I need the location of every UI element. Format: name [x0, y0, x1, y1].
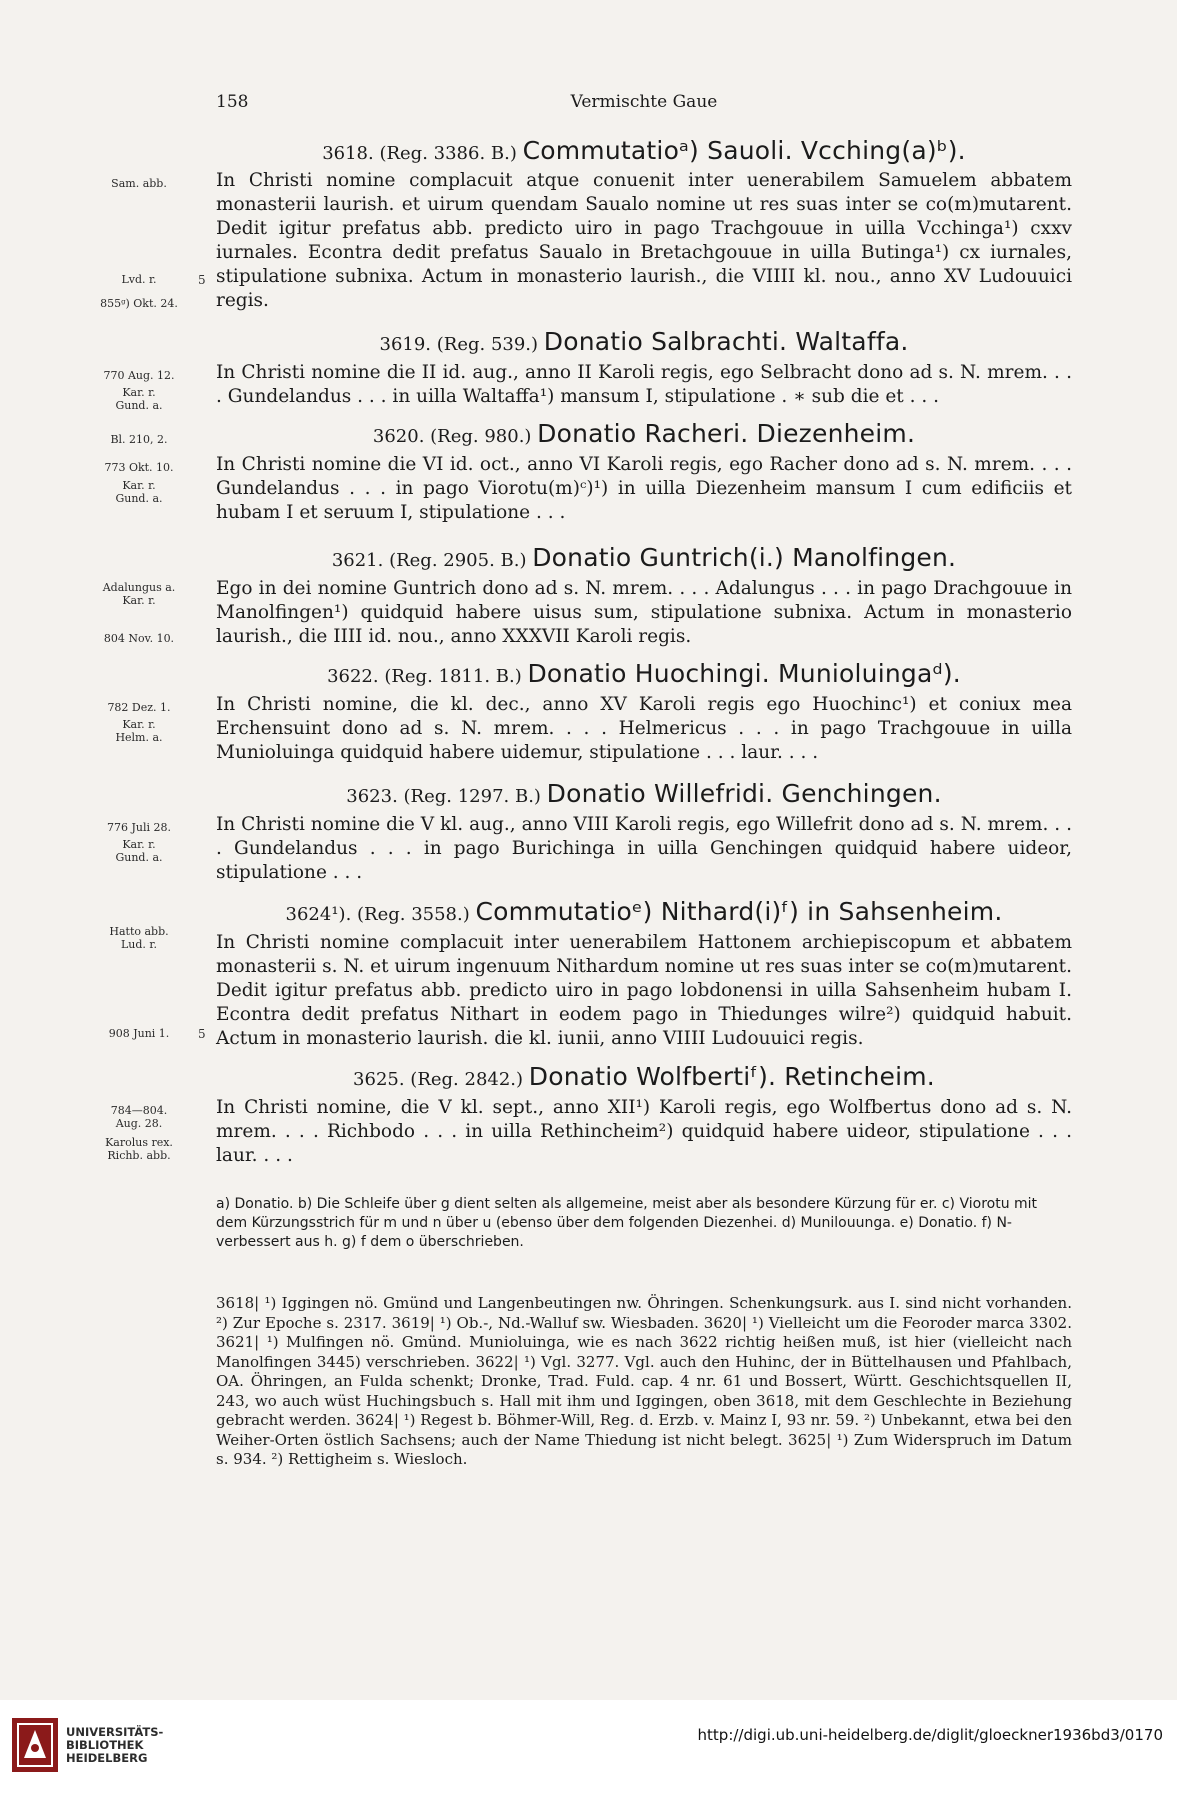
entry-text: [216, 931, 1072, 1051]
entry-heading: Donatio Guntrich(i.) Manolfingen.: [532, 543, 957, 572]
entry-text: [216, 1096, 1072, 1168]
line-number: 5: [198, 1027, 206, 1041]
entry-reg: 3620. (Reg. 980.): [372, 426, 532, 447]
margin-note: 855ᵍ) Okt. 24.: [100, 297, 178, 310]
entry-heading: Donatio Willefridi. Genchingen.: [546, 779, 942, 808]
entry-text: [216, 577, 1072, 649]
line-number: 5: [198, 273, 206, 287]
entry-text: [216, 813, 1072, 885]
margin-note: 782 Dez. 1.: [107, 701, 171, 714]
entry-title: [216, 1062, 1072, 1091]
margin-note: 804 Nov. 10.: [103, 632, 175, 645]
margin-note: Karolus rex. Richb. abb.: [105, 1136, 173, 1162]
entry-paragraph: In Christi nomine die VI id. oct., anno VI Karoli regis, ego Racher dono ad s. N. mrem. . . . Gundelandus . . . in pago Viorotu(m)ᶜ)¹) in uilla Diezenheim mansum I cum edificiis et hubam I et seruum I, stipulatione . . .: [216, 454, 1072, 523]
entry-text: [216, 453, 1072, 525]
entry-paragraph: Ego in dei nomine Guntrich dono ad s. N. mrem. . . . Adalungus . . . in pago Drachgouue in Manolfingen¹) quidquid habere uisus sum, stipulatione subnixa. Actum in monasterio laurish., die IIII id. nou., anno XXXVII Karoli regis.: [216, 578, 1072, 647]
entry-title: [216, 897, 1072, 926]
entry-title: [216, 659, 1072, 688]
margin-note: 784—804. Aug. 28.: [110, 1104, 168, 1130]
entry-reg: 3622. (Reg. 1811. B.): [327, 666, 522, 687]
source-url-link[interactable]: http://digi.ub.uni-heidelberg.de/diglit/gloeckner1936bd3/0170: [697, 1726, 1163, 1744]
running-title: Vermischte Gaue: [570, 92, 718, 112]
margin-note: 773 Okt. 10.: [104, 461, 174, 474]
entry-heading: Donatio Wolfbertiᶠ). Retincheim.: [528, 1062, 935, 1091]
margin-note: 908 Juni 1.: [108, 1027, 170, 1040]
margin-note: Kar. r. Helm. a.: [115, 718, 163, 744]
entry-title: [216, 419, 1072, 448]
entry-reg: 3618. (Reg. 3386. B.): [322, 143, 517, 164]
entry-paragraph: In Christi nomine, die V kl. sept., anno XII¹) Karoli regis, ego Wolfbertus dono ad s. N. mrem. . . . Richbodo . . . in uilla Rethincheim²) quidquid habere uideor, stipulatione . . . laur. . . .: [216, 1097, 1072, 1166]
margin-note: Adalungus a. Kar. r.: [102, 581, 176, 607]
margin-note: 776 Juli 28.: [106, 821, 171, 834]
textual-footnotes: [216, 1195, 1072, 1252]
entry-reg: 3623. (Reg. 1297. B.): [346, 786, 541, 807]
entry-paragraph: In Christi nomine die II id. aug., anno II Karoli regis, ego Selbracht dono ad s. N. mrem. . . . Gundelandus . . . in uilla Waltaffa¹) mansum I, stipulatione . ∗ sub die et . . .: [216, 362, 1072, 407]
margin-note: Lvd. r.: [121, 273, 157, 286]
margin-note: Sam. abb.: [111, 177, 167, 190]
entry-heading: Commutatioᵉ) Nithard(i)ᶠ) in Sahsenheim.: [475, 897, 1003, 926]
entry-heading: Donatio Huochingi. Munioluingaᵈ).: [527, 659, 961, 688]
entry-paragraph: In Christi nomine, die kl. dec., anno XV Karoli regis ego Huochinc¹) et coniux mea Erchensuint dono ad s. N. mrem. . . . Helmericus . . . in pago Trachgouue in uilla Munioluinga quidquid habere uidemur, stipulatione . . . laur. . . .: [216, 694, 1072, 763]
entry-paragraph: In Christi nomine complacuit inter uenerabilem Hattonem archiepiscopum et abbatem monasterii s. N. et uirum ingenuum Nithardum nomine ut res suas inter se co(m)mutarent. Dedit igitur prefatus abb. predicto uiro in pago lobdonensi in uilla Sahsenheim hubam I. Econtra dedit prefatus Nithart in eodem pago in Thiedunges wilre²) quidquid habuit. Actum in monasterio laurish. die kl. iunii, anno VIIII Ludouuici regis.: [216, 932, 1072, 1049]
entry-reg: 3625. (Reg. 2842.): [353, 1069, 524, 1090]
entry-paragraph: In Christi nomine die V kl. aug., anno VIII Karoli regis, ego Willefrit dono ad s. N. mrem. . . . Gundelandus . . . in pago Burichinga in uilla Genchingen quidquid habere uideor, stipulatione . . .: [216, 814, 1072, 883]
university-seal-icon: [10, 1714, 60, 1776]
margin-note: Kar. r. Gund. a.: [115, 838, 163, 864]
library-footer: [0, 1700, 1177, 1795]
entry-title: [216, 543, 1072, 572]
entry-heading: Commutatioᵃ) Sauoli. Vcching(a)ᵇ).: [522, 136, 966, 165]
entry-reg: 3624¹). (Reg. 3558.): [285, 904, 470, 925]
commentary-footnotes: [216, 1294, 1072, 1470]
footnote-text: 3618| ¹) Iggingen nö. Gmünd und Langenbeutingen nw. Öhringen. Schenkungsurk. aus I. sind nicht vorhanden. ²) Zur Epoche s. 2317. 3619| ¹) Ob.-, Nd.-Walluf sw. Wiesbaden. 3620| ¹) Vielleicht um die Feoroder marca 3302. 3621| ¹) Mulfingen nö. Gmünd. Munioluinga, wie es nach 3622 richtig heißen muß, ist hier (vielleicht nach Manolfingen 3445) verschrieben. 3622| ¹) Vgl. 3277. Vgl. auch den Huhinc, der in Büttelhausen und Pfahlbach, OA. Öhringen, an Fulda schenkt; Dronke, Trad. Fuld. cap. 4 nr. 61 und Bossert, Württ. Geschichtsquellen II, 243, wo auch wüst Huchingsbuch s. Hall mit ihm und Iggingen, oben 3618, mit dem Geschlechte in Beziehung gebracht werden. 3624| ¹) Regest b. Böhmer-Will, Reg. d. Erzb. v. Mainz I, 93 nr. 59. ²) Unbekannt, etwa bei den Weiher-Orten östlich Sachsens; auch der Name Thiedung ist nicht belegt. 3625| ¹) Zum Widerspruch im Datum s. 934. ²) Rettigheim s. Wiesloch.: [216, 1294, 1072, 1468]
margin-note: 770 Aug. 12.: [103, 369, 175, 382]
margin-note: Kar. r. Gund. a.: [115, 386, 163, 412]
library-name: UNIVERSITÄTS- BIBLIOTHEK HEIDELBERG: [66, 1725, 164, 1765]
entry-paragraph: In Christi nomine complacuit atque conuenit inter uenerabilem Samuelem abbatem monasterii laurish. et uirum quendam Saualo nomine ut res suas inter se co(m)mutarent. Dedit igitur prefatus abb. predicto uiro in pago Trachgouue in uilla Vcchinga¹) cxxv iurnales. Econtra dedit prefatus Saualo in Bretachgouue in uilla Butinga¹) cx iurnales, stipulatione subnixa. Actum in monasterio laurish., die VIIII kl. nou., anno XV Ludouuici regis.: [216, 170, 1072, 311]
entry-text: [216, 693, 1072, 765]
entry-title: [216, 327, 1072, 356]
entry-reg: 3619. (Reg. 539.): [379, 334, 539, 355]
entry-text: [216, 169, 1072, 313]
margin-note: Bl. 210, 2.: [110, 433, 168, 446]
page-number: 158: [216, 92, 249, 112]
margin-note: Hatto abb. Lud. r.: [109, 925, 169, 951]
entry-title: [216, 136, 1072, 165]
margin-note: Kar. r. Gund. a.: [115, 479, 163, 505]
entry-text: [216, 361, 1072, 409]
footnote-text: a) Donatio. b) Die Schleife über g dient selten als allgemeine, meist aber als besondere Kürzung für er. c) Viorotu mit dem Kürzungsstrich für m und n über u (ebenso über dem folgenden Diezenhei. d) Munilouunga. e) Donatio. f) N- verbessert aus h. g) f dem o überschrieben.: [216, 1196, 1038, 1250]
entry-title: [216, 779, 1072, 808]
entry-heading: Donatio Salbrachti. Waltaffa.: [543, 327, 909, 356]
entry-reg: 3621. (Reg. 2905. B.): [331, 550, 527, 571]
entry-heading: Donatio Racheri. Diezenheim.: [537, 419, 916, 448]
